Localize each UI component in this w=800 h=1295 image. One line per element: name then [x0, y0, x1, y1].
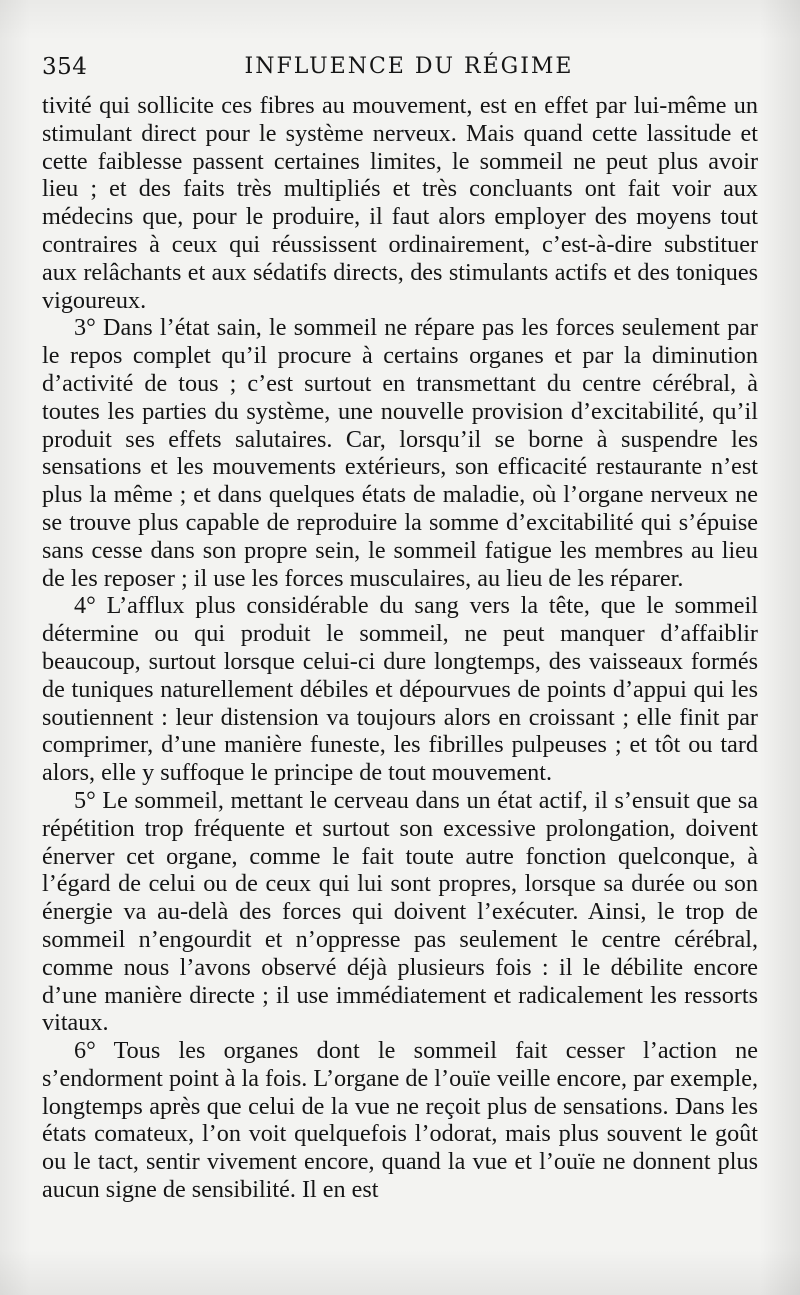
running-title: INFLUENCE DU RÉGIME	[244, 54, 574, 79]
page-header	[42, 54, 758, 88]
page-number: 354	[42, 54, 88, 80]
body-text	[42, 92, 758, 1204]
paragraph-5: 5° Le sommeil, mettant le cerveau dans un état actif, il s’ensuit que sa répétition trop fréquente et surtout son excessive prolongation, doivent énerver cet organe, comme le fait toute autre fonction quelconque, à l’égard de celui ou de ceux qui lui sont propres, lorsque sa durée ou son énergie va au-delà des forces qui doivent l’exécuter. Ainsi, le trop de sommeil n’engourdit et n’oppresse pas seulement le centre cérébral, comme nous l’avons observé déjà plusieurs fois : il le débilite encore d’une manière directe ; il use immédiatement et radicalement les ressorts vitaux.	[42, 786, 758, 1037]
paragraph-3: 3° Dans l’état sain, le sommeil ne répare pas les forces seulement par le repos complet qu’il procure à certains organes et par la diminution d’activité de tous ; c’est surtout en transmettant du centre cérébral, à toutes les parties du système, une nouvelle provision d’excitabilité, qu’il produit ses effets salutaires. Car, lorsqu’il se borne à suspendre les sensations et les mouvements extérieurs, son efficacité restaurante n’est plus la même ; et dans quelques états de maladie, où l’organe nerveux ne se trouve plus capable de reproduire la somme d’excitabilité qui s’épuise sans cesse dans son propre sein, le sommeil fatigue les membres au lieu de les reposer ; il use les forces musculaires, au lieu de les réparer.	[42, 314, 758, 592]
paragraph-4: 4° L’afflux plus considérable du sang vers la tête, que le sommeil détermine ou qui produit le sommeil, ne peut manquer d’affaiblir beaucoup, surtout lorsque celui-ci dure longtemps, des vaisseaux formés de tuniques naturellement débiles et dépourvues de points d’appui qui les soutiennent : leur distension va toujours alors en croissant ; elle finit par comprimer, d’une manière funeste, les fibrilles pulpeuses ; et tôt ou tard alors, elle y suffoque le principe de tout mouvement.	[42, 592, 758, 787]
paragraph-6: 6° Tous les organes dont le sommeil fait cesser l’action ne s’endorment point à la fois. L’organe de l’ouïe veille encore, par exemple, longtemps après que celui de la vue ne reçoit plus de sensations. Dans les états comateux, l’on voit quelquefois l’odorat, mais plus souvent le goût ou le tact, sentir vivement encore, quand la vue et l’ouïe ne donnent plus aucun signe de sensibilité. Il en est	[42, 1037, 758, 1204]
paragraph-continued: tivité qui sollicite ces fibres au mouvement, est en effet par lui-même un stimulant direct pour le système nerveux. Mais quand cette lassitude et cette faiblesse passent certaines limites, le sommeil ne peut plus avoir lieu ; et des faits très multipliés et très concluants ont fait voir aux médecins que, pour le produire, il faut alors employer des moyens tout contraires à ceux qui réussissent ordinairement, c’est-à-dire substituer aux relâchants et aux sédatifs directs, des stimulants actifs et des toniques vigoureux.	[42, 92, 758, 314]
